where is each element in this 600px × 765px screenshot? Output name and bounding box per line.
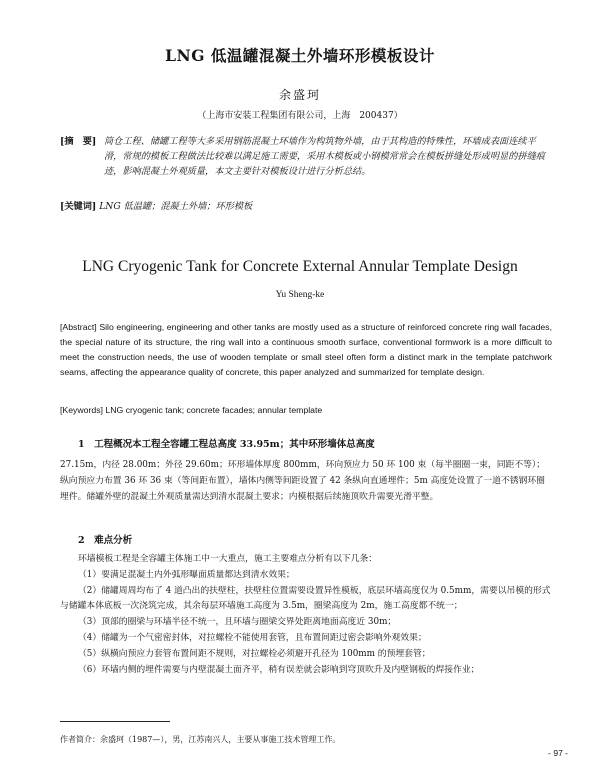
chinese-abstract-text: 筒仓工程、储罐工程等大多采用钢筋混凝土环墙作为构筑物外墙，由于其构造的特殊性，环墙成表面连续平滑，常规的模板工程做法比较难以满足施工需要，采用木模板或小钢模常常会在模板拼缝处形成明显的拼缝痕迹，影响混凝土外观质量，本文主要针对模板设计进行分析总结。: [104, 136, 545, 177]
section-2-body: [60, 552, 552, 678]
section-2-intro: 环墙模板工程是全容罐主体施工中一大重点，施工主要难点分析有以下几条：: [78, 554, 378, 564]
chinese-keywords-text: LNG 低温罐；混凝土外墙；环形模板: [99, 201, 253, 212]
author-footnote: 作者简介：余盛珂（1987—），男，江苏南兴人，主要从事施工技术管理工作。: [60, 735, 341, 744]
chinese-keywords: [60, 199, 550, 214]
chinese-affiliation: （上海市安装工程集团有限公司，上海 200437）: [197, 111, 403, 121]
chinese-author: 余盛珂: [278, 88, 321, 102]
english-abstract-label: [Abstract]: [60, 322, 97, 332]
footnote-divider: [60, 721, 170, 722]
section-1-paragraph: 27.15m，内径 28.00m；外径 29.60m；环形墙体厚度 800mm，环向预应力 50 环 100 束（每半圈圈一束，同距不等）；纵向预应力布置 36 环 36 束（等间距布置），墙体内侧等间距设置了 42 条纵向直通埋件；5m 高度处设置了一道不锈钢环圈埋件。储罐外壁的混凝土外观质量需达到清水混凝土要求；内模根据后续施顶吹升需要光滑平整。: [60, 460, 546, 502]
english-author: Yu Sheng-ke: [275, 290, 325, 300]
list-item: （6）环墙内侧的埋件需要与内壁混凝土面齐平，稍有误差就会影响到穹顶吹升及内壁钢板的焊接作业；: [78, 664, 480, 675]
list-item: （2）储罐周周均布了 4 道凸出的扶壁柱，扶壁柱位置需要设置异性模板，底层环墙高度仅为 0.5mm，需要以吊模的形式与储罐本体底板一次浇筑完成，其余每层环墙施工高度为 3.5m，圈梁高度为 2m，施工高度都不统一；: [60, 585, 551, 612]
page-number: - 97 -: [548, 748, 568, 758]
list-item: （4）储罐为一个气密密封体，对拉螺栓不能使用套管，且布置间距过密会影响外观效果；: [78, 632, 427, 643]
list-item: （1）要满足混凝土内外弧形曝面质量都达到清水效果；: [78, 569, 295, 580]
section-1-heading: 1 工程概况本工程全容罐工程总高度 33.95m；其中环形墙体总高度: [78, 439, 375, 450]
section-1-body: [60, 458, 552, 505]
section-2-heading: 2 难点分析: [78, 535, 133, 546]
list-item: （3）顶部的圈梁与环墙半径不统一，且环墙与圈梁交界处距离地面高度近 30m；: [78, 617, 397, 628]
chinese-abstract-label: [摘 要]: [60, 136, 97, 147]
chinese-title: LNG 低温罐混凝土外墙环形模板设计: [165, 46, 435, 65]
english-keywords-text: LNG cryogenic tank; concrete facades; annular template: [105, 405, 323, 415]
list-item: （5）纵横向预应力套管布置间距不规则，对拉螺栓必须避开孔径为 100mm 的预埋套管；: [78, 648, 431, 659]
english-abstract: [60, 320, 552, 380]
english-abstract-text: Silo engineering, engineering and other tanks are mostly used as a structure of reinforced concrete ring wall facades, the special nature of its structure, the ring wall into a continuous smooth surface, conventional formwork is a more difficult to meet the construction needs, the use of wooden template or small steel often form a distinct mark in the template patchwork seams, affecting the appearance quality of concrete, this paper analyzed and summarized for template design.: [60, 322, 553, 377]
english-title: LNG Cryogenic Tank for Concrete External Annular Template Design: [82, 258, 518, 275]
chinese-abstract: [60, 134, 550, 196]
chinese-keywords-label: [关键词]: [60, 201, 97, 212]
english-keywords: [60, 403, 552, 418]
english-keywords-label: [Keywords]: [60, 405, 103, 415]
